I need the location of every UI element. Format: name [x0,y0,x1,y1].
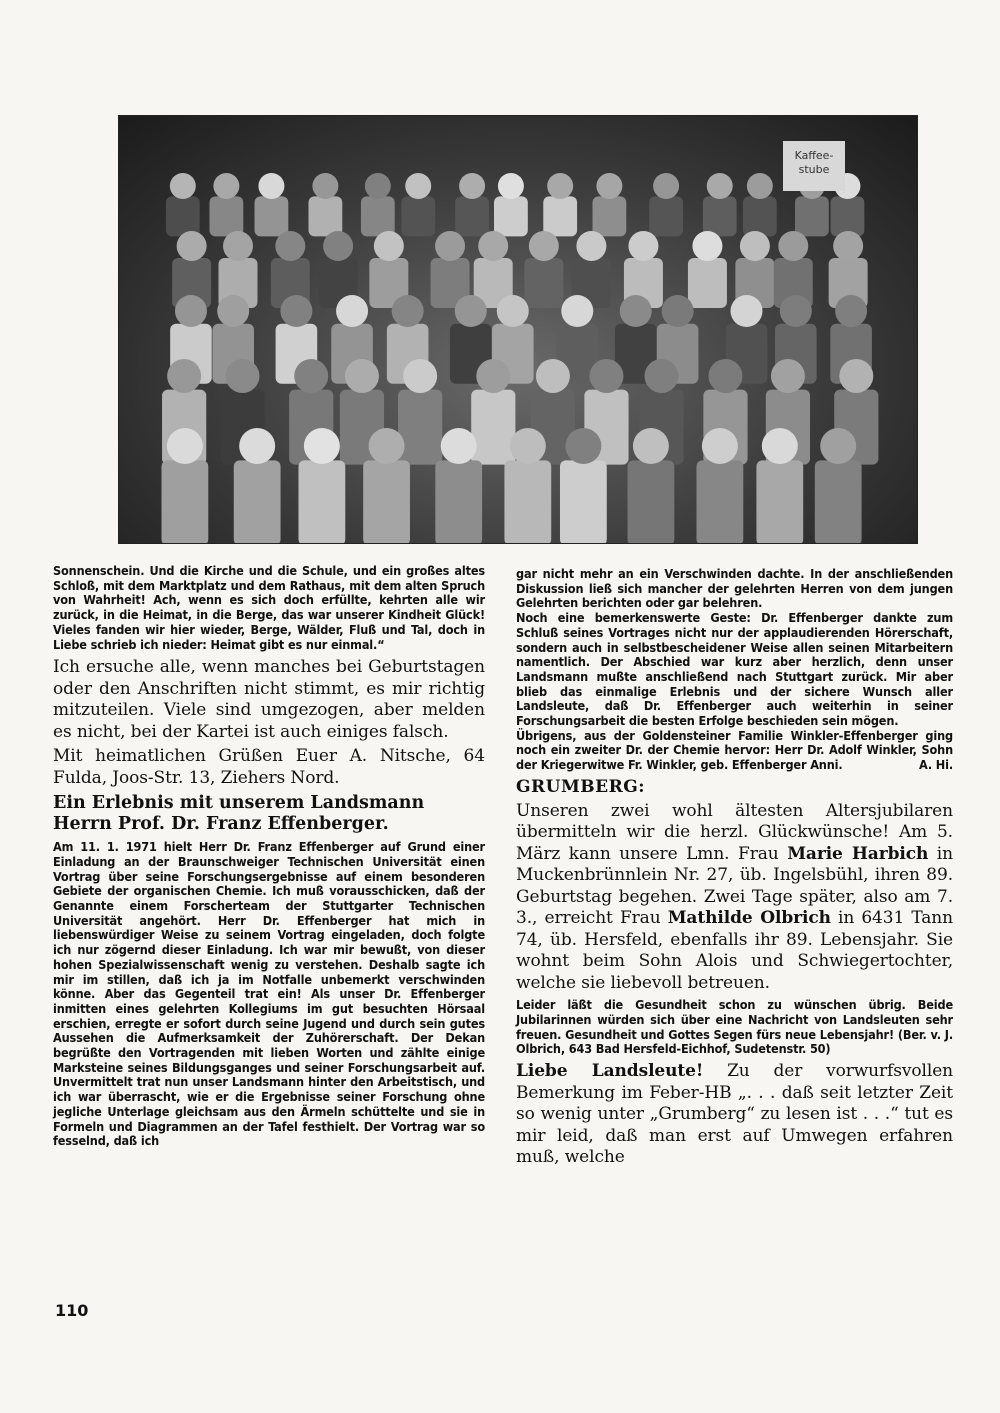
child-figure-head [476,359,510,393]
child-figure-head [345,359,379,393]
page-number: 110 [55,1301,89,1320]
child-figure-body [471,390,515,465]
greeting-paragraph: Mit heimatlichen Grüßen Euer A. Nitsche, 64 Fulda, Joos-Str. 13, Ziehers Nord. [53,746,485,788]
child-figure-head [747,173,773,199]
grumberg-heading: GRUMBERG: [516,776,646,797]
child-figure-head [730,295,762,327]
landsleute-paragraph [516,1061,953,1169]
child-figure-head [374,231,404,261]
child-figure-head [177,231,207,261]
jubilee-text-a: Unseren zwei wohl ältesten Altersjubilaren übermitteln wir die herzl. Glückwünsche! Am 5. März kann unsere Lmn. Frau [516,800,953,864]
child-figure-head [536,359,570,393]
jubilar-name-1: Marie Harbich [787,843,929,864]
child-figure-body [593,196,627,236]
child-figure-head [839,359,873,393]
child-figure-body [308,196,342,236]
jubilee-text-c: in 6431 Tann 74, üb. Hersfeld, ebenfalls ihr 89. Lebensjahr. Sie wohnt beim Sohn Alois und Schwiegertochter, welche sie liebevoll betreuen. [516,908,954,993]
winkler-text: Übrigens, aus der Goldensteiner Familie Winkler-Effenberger ging noch ein zweiter Dr. der Chemie hervor: Herr Dr. Adolf Winkler, Sohn der Kriegerwitwe Fr. Winkler, geb. Effenberger Anni. [516,727,953,773]
child-figure-body [795,196,829,236]
child-figure-body [504,460,551,543]
child-figure-head [478,231,508,261]
child-figure-head [455,295,487,327]
child-figure-head [833,231,863,261]
child-figure-head [369,428,405,464]
child-figure-head [628,231,658,261]
child-figure-head [217,295,249,327]
child-figure-body [161,460,208,543]
child-figure-head [175,295,207,327]
request-paragraph: Ich ersuche alle, wenn manches bei Geburtstagen oder den Anschriften nicht stimmt, es mir richtig mitzuteilen. Viele sind umgezogen, aber melden es nicht, bei der Kartei ist auch einiges falsch. [53,657,485,742]
child-figure-head [547,173,573,199]
health-paragraph: Leider läßt die Gesundheit schon zu wünschen übrig. Beide Jubilarinnen würden sich über eine Nachricht von Landsleuten sehr freuen. Gesundheit und Gottes Segen fürs neue Lebensjahr! (Ber. v. J. Olbrich, 643 Bad Hersfeld-Eichhof, Sudetenstr. 50) [516,997,953,1057]
jubilar-name-2: Mathilde Olbrich [667,908,831,929]
child-figure-body [627,460,674,543]
poem-paragraph: Sonnenschein. Und die Kirche und die Schule, und ein großes altes Schloß, mit dem Marktplatz und dem Rathaus, mit dem alten Spruch von Wahrheit! Ach, wenn es sich doch erfüllte, kehrten alle wir zurück, in die Heimat, in die Berge, das war unserer Kindheit Glück! Vieles fanden wir hier wieder, Berge, Wälder, Fluß und Tal, doch in Liebe schrieb ich nieder: Heimat gibt es nur einmal.“ [53,563,485,652]
child-figure-head [336,295,368,327]
article-body: Am 11. 1. 1971 hielt Herr Dr. Franz Effenberger auf Grund einer Einladung an der Braunschweiger Technischen Universität einen Vortrag über seine Forschungsergebnisse auf einem besonderen Gebiete der organischen Chemie. Ich muß vorausschicken, daß der Genannte einem Forscherteam der Stuttgarter Technischen Universität angehört. Herr Dr. Effenberger hat mich in liebenswürdiger Weise zu seinem Vortrag eingeladen, doch folgte ich nur zögernd dieser Einladung. Ich war mir bewußt, von dieser hohen Spezialwissenschaft wenig zu verstehen. Deshalb sagte ich mir im stillen, daß ich ja im Notfalle unbemerkt verschwinden könne. Aber das Gegenteil trat ein! Als unser Dr. Effenberger inmitten eines gelehrten Kollegiums im gut besuchten Hörsaal erschien, erregte er sofort durch seine Jugend und durch sein gutes Aussehen die Aufmerksamkeit der Zuhörerschaft. Der Dekan begrüßte den Vortragenden mit lieben Worten und zählte einige Marksteine seines Bildungsganges und seiner Forschungsarbeit auf. Unvermittelt trat nun unser Landsmann hinter den Arbeitstisch, und ich war überrascht, wie er die Ergebnisse seiner Forschung ohne jegliche Unterlage gleichsam aus den Ärmeln schüttelte und sie in Formeln und Diagrammen an der Tafel festhielt. Der Vortrag war so fesselnd, daß ich [53,839,485,1149]
article-continuation: gar nicht mehr an ein Verschwinden dachte. In der anschließenden Diskussion ließ sich mancher der gelehrten Herren von dem jungen Gelehrten berichten oder gar belehren. [516,566,953,611]
child-figure-head [778,231,808,261]
landsleute-lead: Liebe Landsleute! [516,1061,704,1082]
child-figure-body [815,460,862,543]
child-figure-body [234,460,281,543]
child-figure-head [170,173,196,199]
left-column [53,564,485,1149]
child-figure-body [756,460,803,543]
child-figure-body [703,196,737,236]
child-figure-head [304,428,340,464]
child-figure-head [740,231,770,261]
child-figure-body [401,196,435,236]
child-figure-head [780,295,812,327]
child-figure-head [365,173,391,199]
child-figure-head [620,295,652,327]
child-figure-body [166,196,200,236]
child-figure-body [696,460,743,543]
group-photo [118,115,918,544]
child-figure-head [497,295,529,327]
winkler-paragraph [516,729,953,773]
child-figure-head [596,173,622,199]
child-figure-head [225,359,259,393]
kaffeestube-sign: Kaffee- stube [783,141,845,191]
child-figure-body [543,196,577,236]
child-figure-head [405,173,431,199]
child-figure-head [223,231,253,261]
child-figure-head [239,428,275,464]
jubilee-paragraph [516,801,953,995]
child-figure-head [835,295,867,327]
child-figure-head [275,231,305,261]
child-figure-head [644,359,678,393]
child-figure-head [633,428,669,464]
child-figure-head [561,295,593,327]
child-figure-head [702,428,738,464]
jubilee-text-b: in Muckenbrünnlein Nr. 27, üb. Ingelsbühl, ihren 89. Geburtstag begehen. Zwei Tage später, also am 7. 3., erreicht Frau [516,843,953,929]
child-figure-head [323,231,353,261]
child-figure-head [280,295,312,327]
child-figure-head [167,359,201,393]
child-figure-head [771,359,805,393]
child-figure-head [258,173,284,199]
child-figure-body [831,196,865,236]
child-figure-body [398,390,442,465]
child-figure-body [255,196,289,236]
child-figure-body [743,196,777,236]
child-figure-head [692,231,722,261]
child-figure-head [392,295,424,327]
child-figure-body [649,196,683,236]
child-figure-body [524,258,563,308]
child-figure-head [441,428,477,464]
author-signature: A. Hi. [918,757,953,773]
child-figure-head [312,173,338,199]
child-figure-head [167,428,203,464]
child-figure-body [363,460,410,543]
child-figure-body [494,196,528,236]
child-figure-body [455,196,489,236]
child-figure-head [565,428,601,464]
child-figure-body [298,460,345,543]
child-figure-body [361,196,395,236]
right-column [516,567,953,1169]
child-figure-head [529,231,559,261]
child-figure-head [762,428,798,464]
child-figure-body [560,460,607,543]
child-figure-head [213,173,239,199]
child-figure-head [459,173,485,199]
child-figure-head [403,359,437,393]
child-figure-head [294,359,328,393]
child-figure-head [576,231,606,261]
landsleute-text: Zu der vorwurfsvollen Bemerkung im Feber-HB „. . . daß seit letzter Zeit so wenig unter „Grumberg“ zu lesen ist . . .“ tut es mir leid, daß man erst auf Umwegen erfahren muß, welche [516,1061,953,1168]
child-figure-head [820,428,856,464]
child-figure-body [435,460,482,543]
child-figure-head [510,428,546,464]
child-figure-head [498,173,524,199]
child-figure-head [707,173,733,199]
article-heading [53,793,485,835]
child-figure-head [653,173,679,199]
article-heading-line1: Ein Erlebnis mit unserem Landsmann [53,793,425,814]
gesture-paragraph: Noch eine bemerkenswerte Geste: Dr. Effenberger dankte zum Schluß seines Vortrages nicht nur der applaudierenden Hörerschaft, sondern auch in selbstbescheidener Weise allen seinen Mitarbeitern namentlich. Der Abschied war kurz aber herzlich, denn unser Landsmann mußte anschließend nach Stuttgart zurück. Mir aber blieb das einmalige Erlebnis und der sichere Wunsch aller Landsleute, daß Dr. Effenberger auch weiterhin in seiner Forschungsarbeit die besten Erfolge beschieden sein mögen. [516,610,953,729]
article-heading-line2: Herrn Prof. Dr. Franz Effenberger. [53,814,389,835]
child-figure-head [708,359,742,393]
child-figure-head [589,359,623,393]
child-figure-body [209,196,243,236]
child-figure-body [688,258,727,308]
child-figure-head [435,231,465,261]
child-figure-head [662,295,694,327]
